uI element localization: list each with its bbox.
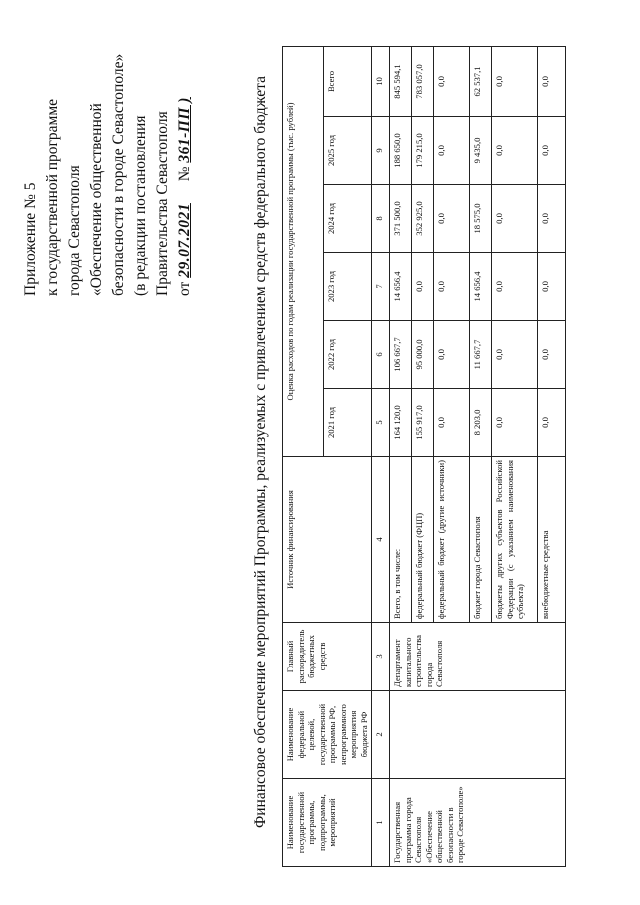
column-index: 9 [372,117,390,185]
funding-source-cell: внебюджетные средства [538,457,566,623]
appendix-line: безопасности в городе Севастополе» [110,53,127,296]
value-cell: 783 057,0 [412,47,434,117]
appendix-line: к государственной программе [44,98,61,296]
appendix-line: (в редакции постановления [132,115,149,296]
value-cell: 164 120,0 [390,389,412,457]
value-cell: 9 435,0 [470,117,492,185]
federal-program-cell [390,691,566,779]
value-cell: 0,0 [492,321,538,389]
header-year-2023: 2023 год [324,253,372,321]
header-administrator: Главный распорядитель бюджетных средств [283,623,372,691]
funding-source-cell: Всего, в том числе: [390,457,412,623]
value-cell: 371 500,0 [390,185,412,253]
value-cell: 11 667,7 [470,321,492,389]
column-index: 6 [372,321,390,389]
handwritten-date: 29.07.2021 [176,203,193,278]
header-year-2024: 2024 год [324,185,372,253]
landscape-page [20,32,620,872]
value-cell: 62 537,1 [470,47,492,117]
header-expenditure-estimate: Оценка расходов по годам реализации государственной программы (тыс. рублей) [283,47,324,457]
appendix-header [20,31,196,296]
value-cell: 0,0 [538,389,566,457]
column-index: 2 [372,691,390,779]
header-total: Всего [324,47,372,117]
value-cell: 352 925,0 [412,185,434,253]
value-cell: 0,0 [538,47,566,117]
column-index: 5 [372,389,390,457]
value-cell: 0,0 [434,47,470,117]
resolution-date-line [174,31,196,296]
number-prefix: № [176,166,193,182]
column-index: 1 [372,779,390,867]
value-cell: 0,0 [412,253,434,321]
column-index: 4 [372,457,390,623]
value-cell: 0,0 [538,253,566,321]
administrator-cell: Департамент капитального строительства города Севастополя [390,623,566,691]
funding-source-cell: бюджет города Севастополя [470,457,492,623]
header-year-2022: 2022 год [324,321,372,389]
value-cell: 0,0 [434,117,470,185]
funding-source-cell: федеральный бюджет (ФЦП) [412,457,434,623]
column-index: 10 [372,47,390,117]
table-row [390,47,412,867]
value-cell: 0,0 [492,117,538,185]
value-cell: 155 917,0 [412,389,434,457]
value-cell: 8 203,0 [470,389,492,457]
handwritten-number: 361-ПП ) [176,97,193,163]
financing-table [282,46,566,867]
value-cell: 0,0 [492,185,538,253]
funding-source-cell: федеральный бюджет (другие источники) [434,457,470,623]
value-cell: 0,0 [492,389,538,457]
funding-source-cell: бюджеты других субъектов Российской Федерации (с указанием наименования субъекта) [492,457,538,623]
column-index: 8 [372,185,390,253]
header-program-name: Наименование государственной программы, подпрограммы, мероприятий [283,779,372,867]
value-cell: 845 594,1 [390,47,412,117]
value-cell: 0,0 [434,253,470,321]
value-cell: 0,0 [538,185,566,253]
value-cell: 0,0 [538,321,566,389]
value-cell: 0,0 [492,253,538,321]
value-cell: 0,0 [434,185,470,253]
value-cell: 0,0 [434,389,470,457]
appendix-line: Правительства Севастополя [154,111,171,296]
appendix-line: города Севастополя [66,165,83,296]
value-cell: 106 667,7 [390,321,412,389]
appendix-number: Приложение № 5 [22,182,39,296]
value-cell: 0,0 [492,47,538,117]
header-federal-program: Наименование федеральной целевой, государственной программы РФ, непрограммного мероприятия бюджета РФ [283,691,372,779]
header-year-2025: 2025 год [324,117,372,185]
header-year-2021: 2021 год [324,389,372,457]
appendix-line: «Обеспечение общественной [88,103,105,296]
value-cell: 14 656,4 [390,253,412,321]
value-cell: 188 650,0 [390,117,412,185]
value-cell: 0,0 [538,117,566,185]
column-index: 3 [372,623,390,691]
header-funding-source: Источник финансирования [283,457,372,623]
from-prefix: от [176,281,193,296]
column-index: 7 [372,253,390,321]
program-name-cell: Государственная программа города Севастополя «Обеспечение общественной безопасности в городе Севастополе» [390,779,566,867]
document-title: Финансовое обеспечение мероприятий Программы, реализуемых с привлечением средств федерального бюджета [252,76,269,829]
value-cell: 179 215,0 [412,117,434,185]
value-cell: 18 575,0 [470,185,492,253]
value-cell: 14 656,4 [470,253,492,321]
value-cell: 0,0 [434,321,470,389]
column-index-row [372,47,390,867]
value-cell: 95 000,0 [412,321,434,389]
